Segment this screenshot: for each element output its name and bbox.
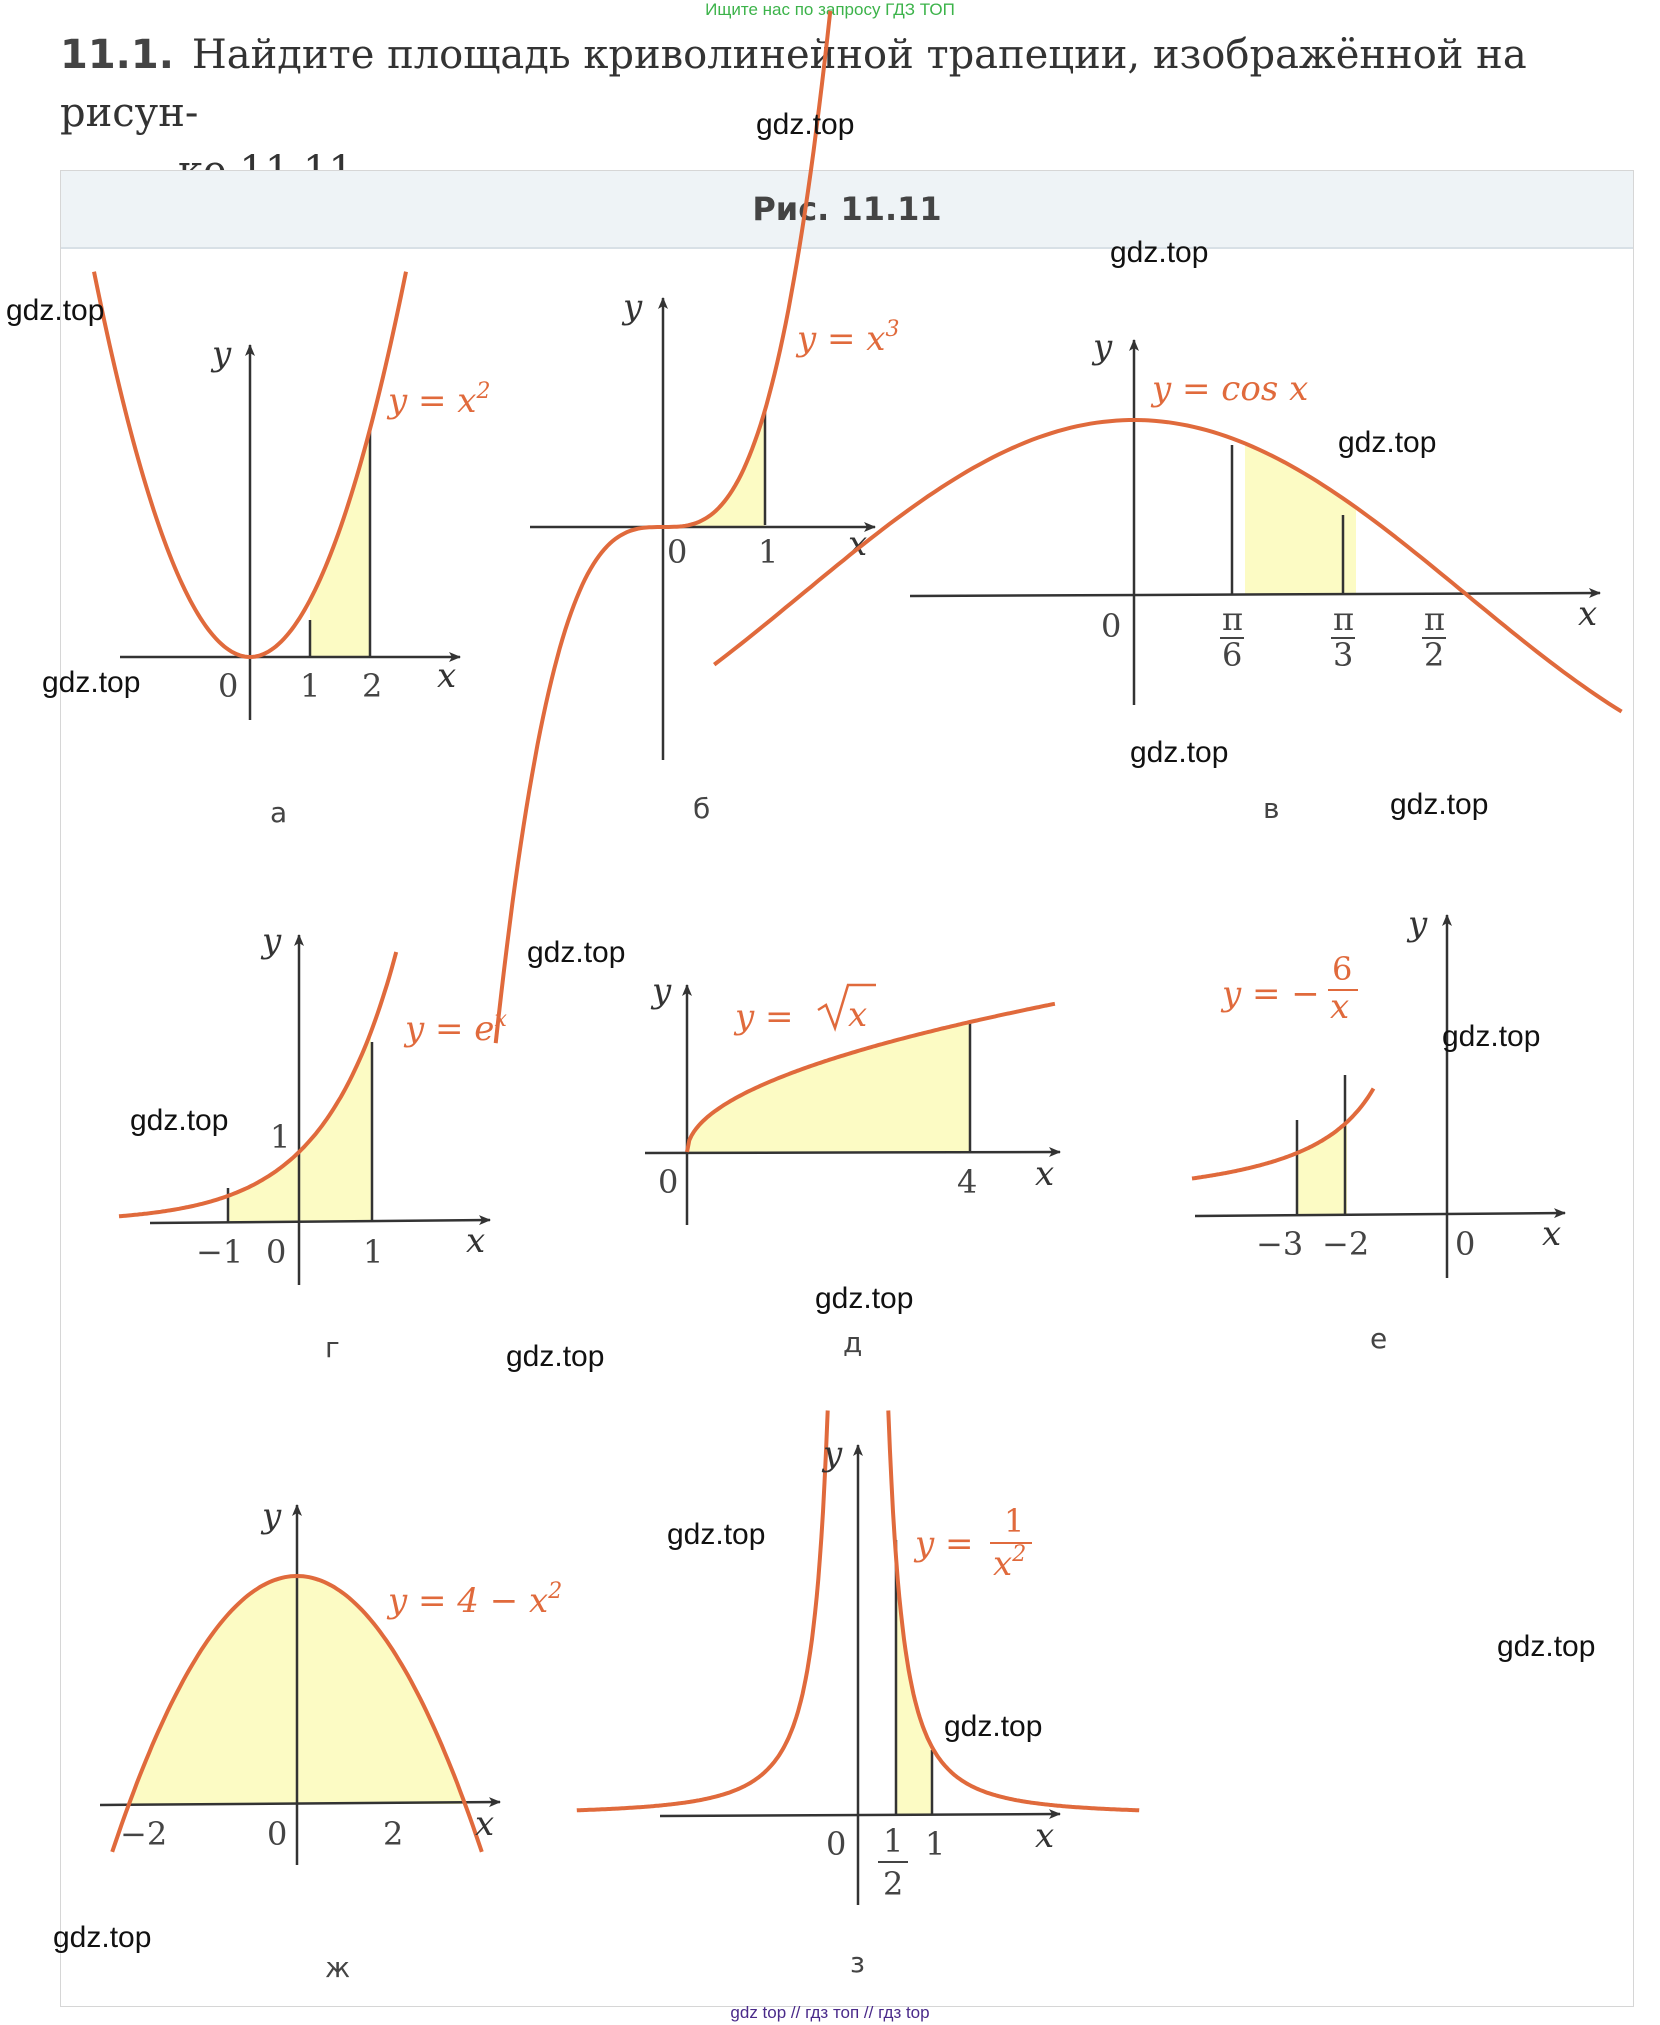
y-label-g: y: [262, 921, 282, 961]
panel-b: [496, 11, 900, 1043]
x-label-zh: x: [475, 1804, 495, 1844]
tick-z-0: 0: [826, 1825, 847, 1863]
tick-g-y1: 1: [270, 1118, 291, 1156]
tick-v-pi3-num: π: [1333, 600, 1355, 638]
x-axis-d: [645, 1152, 1060, 1153]
tick-v-pi3: [1331, 600, 1355, 674]
function-label-b: y = x$^3$: [797, 317, 900, 359]
function-label-a: y = x$^2$: [388, 379, 491, 421]
tick-z-half: [878, 1822, 908, 1903]
function-label-e-den: x: [1330, 987, 1350, 1027]
watermark: gdz.top: [1442, 1020, 1541, 1053]
tick-v-pi2-den: 2: [1424, 636, 1445, 674]
x-label-g: x: [466, 1221, 486, 1261]
panel-a: [94, 272, 491, 829]
x-label-b: x: [848, 524, 868, 564]
watermark: gdz.top: [42, 666, 141, 699]
watermark: gdz.top: [1110, 236, 1209, 269]
y-label-e: y: [1408, 904, 1428, 944]
y-label-d: y: [652, 971, 672, 1011]
panel-label-v: в: [1263, 792, 1280, 825]
area-v: [1245, 443, 1356, 595]
x-label-a: x: [437, 656, 457, 696]
x-label-z: x: [1035, 1816, 1055, 1856]
tick-a-1: 1: [300, 667, 321, 705]
x-axis-v: [910, 593, 1600, 596]
tick-v-pi6: [1220, 600, 1244, 674]
function-label-v: y = cos x: [1152, 369, 1309, 409]
function-label-z: [913, 1502, 1032, 1584]
area-e: [1297, 1122, 1347, 1215]
watermark: gdz.top: [1497, 1630, 1596, 1663]
function-label-e-prefix: y = −: [1222, 974, 1320, 1014]
y-label-z: y: [823, 1434, 843, 1474]
panel-label-z: з: [850, 1946, 865, 1979]
watermark: gdz.top: [667, 1518, 766, 1551]
tick-b-1: 1: [758, 533, 779, 571]
watermark: gdz.top: [53, 1921, 152, 1954]
tick-v-pi6-num: π: [1222, 600, 1244, 638]
panel-label-e: е: [1370, 1322, 1388, 1355]
tick-a-0: 0: [218, 667, 239, 705]
function-label-d-radicand: x: [848, 995, 868, 1035]
function-label-zh: y = 4 − x$^2$: [388, 1579, 563, 1621]
x-axis-e: [1195, 1213, 1565, 1216]
area-d: [687, 1022, 970, 1152]
panel-g: [119, 921, 507, 1364]
curve-z-left: [577, 1411, 828, 1811]
tick-zh-0: 0: [267, 1815, 288, 1853]
curve-v: [714, 420, 1621, 712]
y-label-a: y: [212, 334, 232, 374]
function-label-z-den: x$^2$: [993, 1542, 1027, 1584]
panel-label-a: а: [270, 796, 288, 829]
function-label-e-num: 6: [1332, 950, 1353, 988]
tick-z-1: 1: [925, 1825, 946, 1863]
function-label-g: y = e$^x$: [405, 1007, 507, 1049]
tick-e-m3: −3: [1256, 1225, 1304, 1263]
watermark: gdz.top: [756, 108, 855, 141]
tick-d-4: 4: [957, 1163, 978, 1201]
panel-zh: [100, 1496, 562, 1984]
tick-v-0: 0: [1101, 607, 1122, 645]
panel-label-g: г: [325, 1331, 340, 1364]
tick-v-pi2: [1422, 600, 1446, 674]
watermark: gdz.top: [815, 1282, 914, 1315]
panel-z: [577, 1411, 1139, 1980]
x-label-d: x: [1035, 1154, 1055, 1194]
function-label-z-num: 1: [1004, 1502, 1025, 1540]
tick-d-0: 0: [658, 1163, 679, 1201]
panel-label-zh: ж: [325, 1951, 351, 1984]
panel-label-d: д: [843, 1326, 863, 1359]
x-label-e: x: [1542, 1214, 1562, 1254]
bottom-banner[interactable]: gdz top // гдз топ // гдз top: [730, 2003, 930, 2022]
y-label-v: y: [1093, 327, 1113, 367]
tick-e-0: 0: [1455, 1225, 1476, 1263]
tick-g-1: 1: [363, 1233, 384, 1271]
watermark: gdz.top: [944, 1710, 1043, 1743]
tick-e-m2: −2: [1322, 1225, 1370, 1263]
area-z: [895, 1543, 932, 1815]
watermark: gdz.top: [1338, 426, 1437, 459]
tick-v-pi6-den: 6: [1222, 636, 1243, 674]
watermark: gdz.top: [506, 1340, 605, 1373]
y-label-b: y: [623, 287, 643, 327]
watermark: gdz.top: [1130, 736, 1229, 769]
problem-text-line1: Найдите площадь криволинейной трапеции, изображённой на рисун-: [60, 32, 1527, 136]
tick-zh-2: 2: [383, 1815, 404, 1853]
x-label-v: x: [1578, 594, 1598, 634]
watermark: gdz.top: [527, 936, 626, 969]
x-axis-g: [150, 1220, 490, 1223]
tick-z-half-den: 2: [883, 1865, 904, 1903]
watermark: gdz.top: [130, 1104, 229, 1137]
tick-g-0: 0: [266, 1233, 287, 1271]
panel-label-b: б: [693, 792, 711, 825]
tick-b-0: 0: [667, 533, 688, 571]
watermark: gdz.top: [1390, 788, 1489, 821]
tick-g-m1: −1: [196, 1233, 244, 1271]
area-b: [663, 410, 765, 527]
x-axis-z: [660, 1814, 1060, 1816]
y-label-zh: y: [262, 1496, 282, 1536]
problem-number: 11.1.: [60, 32, 174, 78]
function-label-d: [733, 985, 876, 1037]
figure-title: Рис. 11.11: [752, 190, 942, 228]
panel-e: [1192, 904, 1565, 1355]
watermark: gdz.top: [6, 294, 105, 327]
top-banner[interactable]: Ищите нас по запросу ГДЗ ТОП: [705, 0, 955, 19]
tick-zh-m2: −2: [120, 1815, 168, 1853]
function-label-e: [1220, 950, 1358, 1027]
radical-sign: [818, 985, 876, 1028]
tick-v-pi3-den: 3: [1333, 636, 1354, 674]
function-label-d-prefix: y =: [735, 997, 794, 1037]
function-label-z-prefix: y =: [915, 1524, 974, 1564]
tick-z-half-num: 1: [883, 1822, 904, 1860]
tick-v-pi2-num: π: [1424, 600, 1446, 638]
tick-a-2: 2: [362, 667, 383, 705]
